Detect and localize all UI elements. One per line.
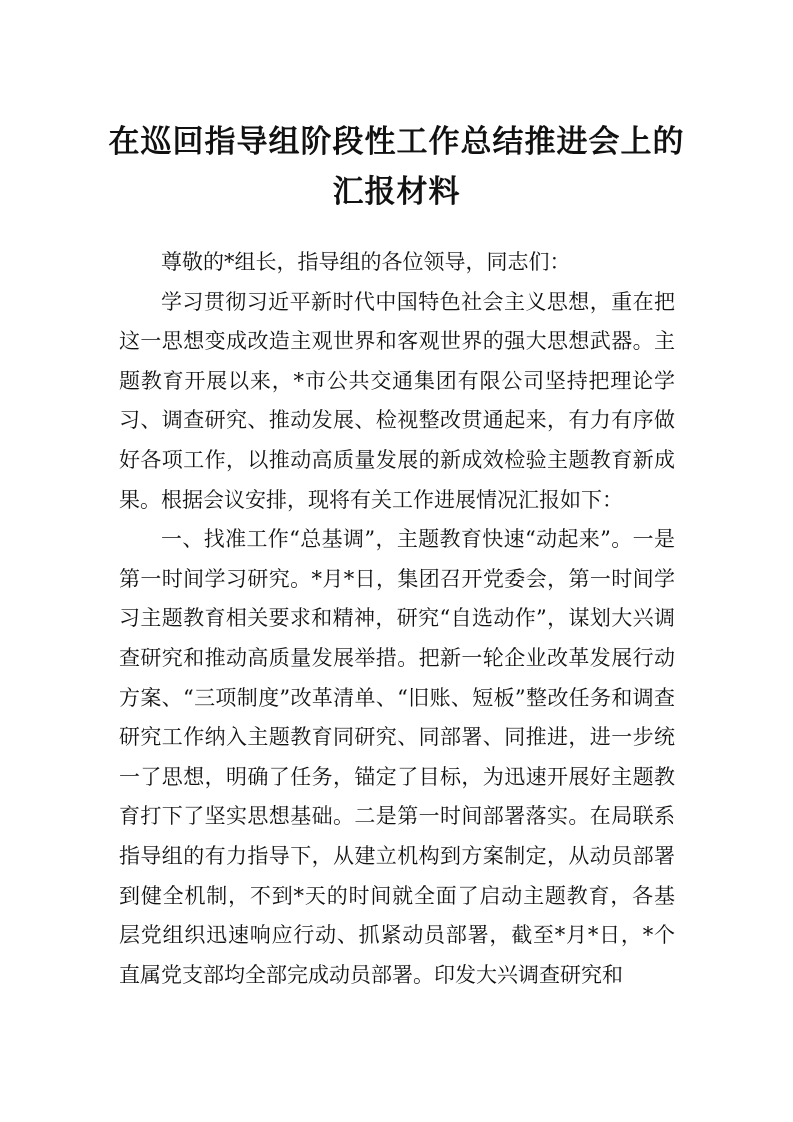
salutation: 尊敬的*组长，指导组的各位领导，同志们： — [161, 250, 571, 274]
document-title-line-2: 汇报材料 — [332, 174, 461, 210]
paragraph-intro: 学习贯彻习近平新时代中国特色社会主义思想，重在把这一思想变成改造主观世界和客观世界的强大思想武器。主题教育开展以来，*市公共交通集团有限公司坚持把理论学习、调查研究、推动发展、检视整改贯通起来，有力有序做好各项工作，以推动高质量发展的新成效检验主题教育新成果。根据会议安排，现将有关工作进展情况汇报如下： — [119, 289, 675, 512]
document-title-line-1: 在巡回指导组阶段性工作总结推进会上的 — [108, 124, 685, 160]
paragraph-section-1: 一、找准工作“总基调”，主题教育快速“动起来”。一是第一时间学习研究。*月*日，集团召开党委会，第一时间学习主题教育相关要求和精神，研究“自选动作”，谋划大兴调查研究和推动高质量发展举措。把新一轮企业改革发展行动方案、“三项制度”改革清单、“旧账、短板”整改任务和调查研究工作纳入主题教育同研究、同部署、同推进，进一步统一了思想，明确了任务，锚定了目标，为迅速开展好主题教育打下了坚实思想基础。二是第一时间部署落实。在局联系指导组的有力指导下，从建立机构到方案制定，从动员部署到健全机制，不到*天的时间就全面了启动主题教育，各基层党组织迅速响应行动、抓紧动员部署，截至*月*日，*个直属党支部均全部完成动员部署。印发大兴调查研究和 — [119, 527, 675, 987]
document-body — [119, 243, 675, 995]
